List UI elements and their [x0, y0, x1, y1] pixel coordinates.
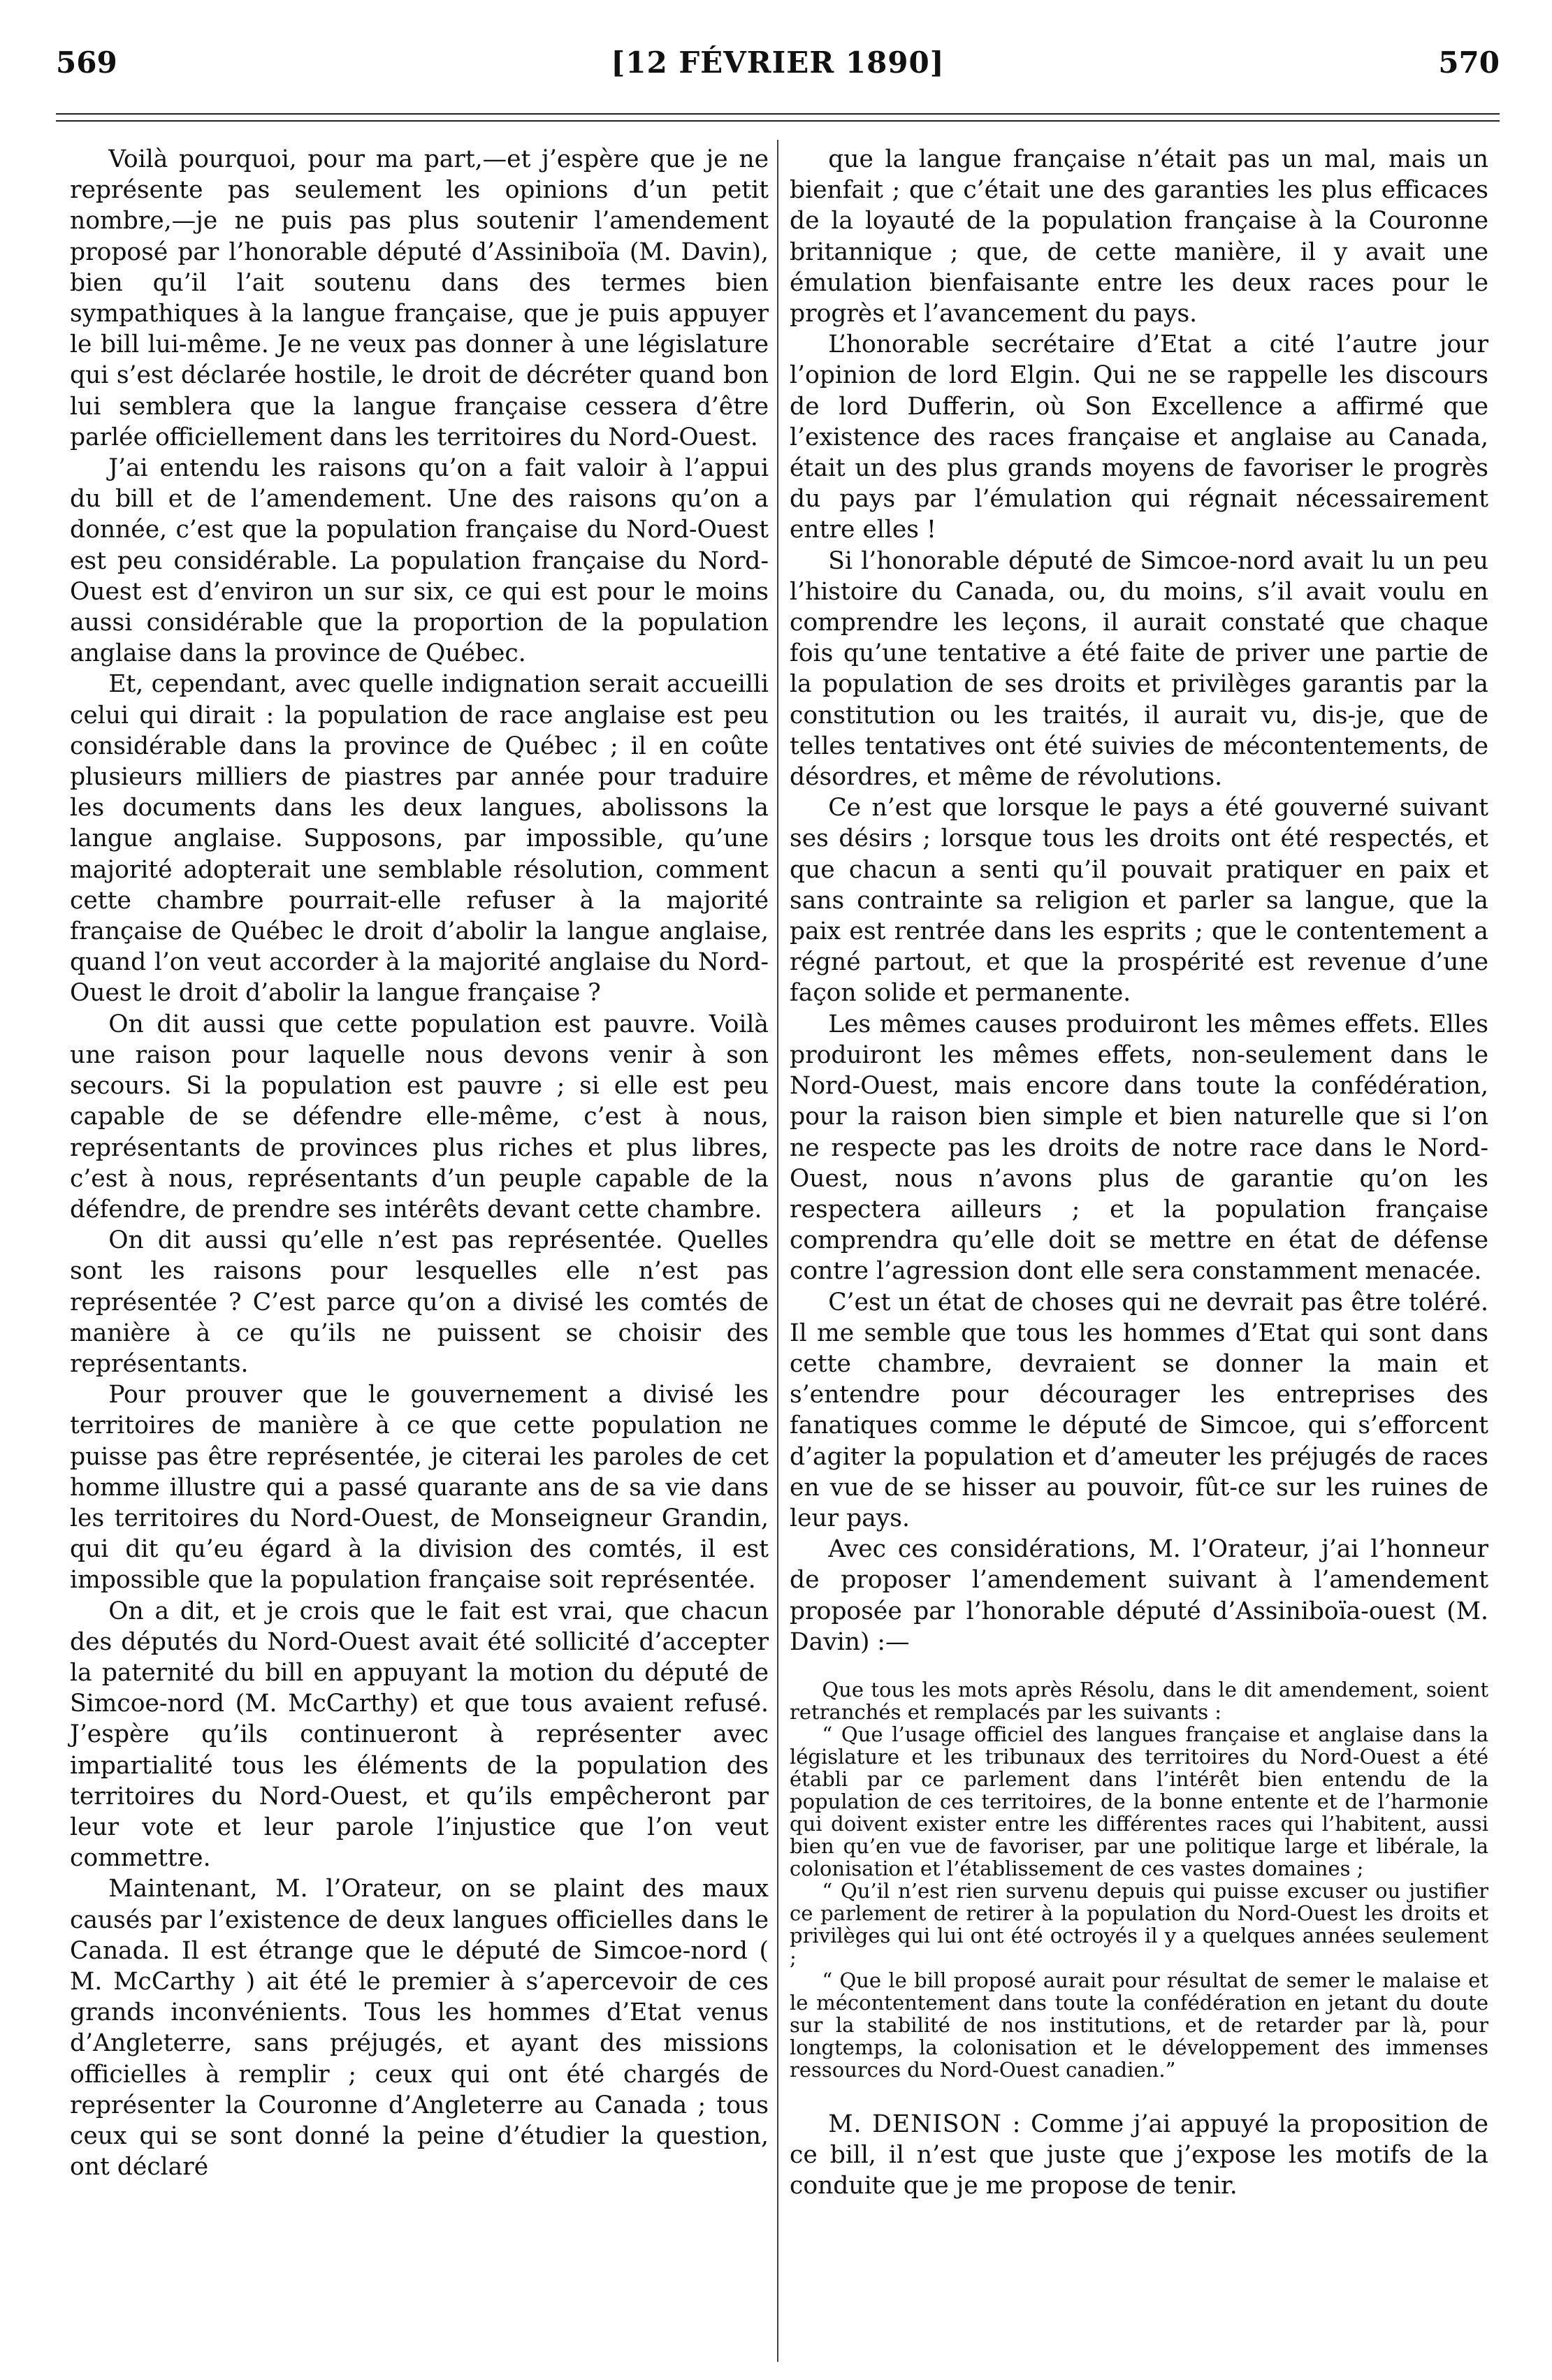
paragraph: On a dit, et je crois que le fait est vrai, que chacun des députés du Nord-Ouest avait été sollicité d’accepter la paternité du bill en appuyant la motion du député de Simcoe-nord (M. McCarthy) et que tous avaient refusé. J’espère qu’ils continueront à représenter avec impartialité tous les éléments de la population des territoires du Nord-Ouest, et qu’ils empêcheront par leur vote et leur parole l’injustice que l’on veut commettre. — [70, 1597, 769, 1873]
amendment-quote — [790, 1678, 1488, 2081]
paragraph: que la langue française n’était pas un mal, mais un bienfait ; que c’était une des garanties les plus efficaces de la loyauté de la population française à la Couronne britannique ; que, de cette manière, il y avait une émulation bienfaisante entre les deux races pour le progrès et l’avancement du pays. — [790, 145, 1488, 328]
header-rule-top — [56, 113, 1500, 115]
quote-paragraph: “ Qu’il n’est rien survenu depuis qui puisse excuser ou justifier ce parlement de retirer à la population du Nord-Ouest les droits et privilèges qui lui ont été octroyés il y a quelques années seulement ; — [790, 1878, 1488, 1970]
right-column — [790, 144, 1488, 2202]
left-column — [70, 144, 769, 2182]
running-title: [12 FÉVRIER 1890] — [611, 45, 945, 80]
quote-paragraph: “ Que l’usage officiel des langues française et anglaise dans la législature et les tribunaux des territoires du Nord-Ouest a été établi par ce parlement dans l’intérêt bien entendu de la population de ces territoires, de la bonne entente et de l’harmonie qui doivent exister entre les différentes races qui l’habitent, aussi bien qu’en vue de favoriser, par une politique large et libérale, la colonisation et l’établissement de ces vastes domaines ; — [790, 1722, 1488, 1880]
paragraph: Pour prouver que le gouvernement a divisé les territoires de manière à ce que cette population ne puisse pas être représentée, je citerai les paroles de cet homme illustre qui a passé quarante ans de sa vie dans les territoires du Nord-Ouest, de Monseigneur Grandin, qui dit qu’eu égard à la division des comtés, il est impossible que la population française soit représentée. — [70, 1381, 769, 1595]
paragraph: Avec ces considérations, M. l’Orateur, j’ai l’honneur de proposer l’amendement suivant à l’amendement proposée par l’honorable député d’Assiniboïa-ouest (M. Davin) :— — [790, 1535, 1488, 1656]
paragraph: L’honorable secrétaire d’Etat a cité l’autre jour l’opinion de lord Elgin. Qui ne se rappelle les discours de lord Dufferin, où Son Excellence a affirmé que l’existence des races française et anglaise au Canada, était un des plus grands moyens de favoriser le progrès du pays par l’émulation qui régnait nécessairement entre elles ! — [790, 331, 1488, 544]
paragraph: Voilà pourquoi, pour ma part,—et j’espère que je ne représente pas seulement les opinions d’un petit nombre,—je ne puis pas plus soutenir l’amendement proposé par l’honorable député d’Assiniboïa (M. Davin), bien qu’il l’ait soutenu dans des termes bien sympathiques à la langue française, que je puis appuyer le bill lui-même. Je ne veux pas donner à une législature qui s’est déclarée hostile, le droit de décréter quand bon lui semblera que la langue française cessera d’être parlée officiellement dans les territoires du Nord-Ouest. — [70, 145, 769, 451]
paragraph: Maintenant, M. l’Orateur, on se plaint des maux causés par l’existence de deux langues officielles dans le Canada. Il est étrange que le député de Simcoe-nord ( M. McCarthy ) ait été le premier à s’apercevoir de ces grands inconvénients. Tous les hommes d’Etat venus d’Angleterre, sans préjugés, et ayant des missions officielles à remplir ; ceux qui ont été chargés de représenter la Couronne d’Angleterre au Canada ; tous ceux qui se sont donné la peine d’étudier la question, ont déclaré — [70, 1875, 769, 2182]
paragraph: On dit aussi qu’elle n’est pas représentée. Quelles sont les raisons pour lesquelles elle n’est pas représentée ? C’est parce qu’on a divisé les comtés de manière à ce qu’ils ne puissent se choisir des représentants. — [70, 1226, 769, 1378]
paragraph: Et, cependant, avec quelle indignation serait accueilli celui qui dirait : la population de race anglaise est peu considérable dans la province de Québec ; il en coûte plusieurs milliers de piastres par année pour traduire les documents dans les deux langues, abolissons la langue anglaise. Supposons, par impossible, qu’une majorité adopterait une semblable résolution, comment cette chambre pourrait-elle refuser à la majorité française de Québec le droit d’abolir la langue anglaise, quand l’on veut accorder à la majorité anglaise du Nord-Ouest le droit d’abolir la langue française ? — [70, 670, 769, 1008]
page-number-right: 570 — [1438, 45, 1500, 80]
paragraph: Si l’honorable député de Simcoe-nord avait lu un peu l’histoire du Canada, ou, du moins, s’il avait voulu en comprendre les leçons, il aurait constaté que chaque fois qu’une tentative a été faite de priver une partie de la population de ses droits et privilèges garantis par la constitution ou les traités, il aurait vu, dis-je, que de telles tentatives ont été suivies de mécontentements, de désordres, et même de révolutions. — [790, 546, 1488, 792]
page-number-left: 569 — [56, 45, 117, 80]
paragraph: On dit aussi que cette population est pauvre. Voilà une raison pour laquelle nous devons venir à son secours. Si la population est pauvre ; si elle est peu capable de se défendre elle-même, c’est à nous, représentants de provinces plus riches et plus libres, c’est à nous, représentants d’un peuple capable de la défendre, de prendre ses intérêts devant cette chambre. — [70, 1010, 769, 1224]
page-header — [56, 43, 1500, 85]
speech-text: Comme j’ai appuyé la proposition de ce bill, il n’est que juste que j’expose les motifs de la conduite que je me propose de tenir. — [790, 2110, 1489, 2200]
quote-paragraph: “ Que le bill proposé aurait pour résultat de semer le malaise et le mécontentement dans toute la confédération en jetant du doute sur la stabilité de nos institutions, et de retarder par là, pour longtemps, la colonisation et le développement des immenses ressources du Nord-Ouest canadien.” — [790, 1968, 1488, 2082]
paragraph: Les mêmes causes produiront les mêmes effets. Elles produiront les mêmes effets, non-seulement dans le Nord-Ouest, mais encore dans toute la confédération, pour la raison bien simple et bien naturelle que si l’on ne respecte pas les droits de notre race dans le Nord-Ouest, nous n’avons plus de garantie qu’on les respectera ailleurs ; et la population française comprendra qu’elle doit se mettre en état de défense contre l’agression dont elle sera constamment menacée. — [790, 1010, 1488, 1286]
header-rule-bottom — [56, 120, 1500, 122]
speech-paragraph — [790, 2109, 1488, 2202]
speaker-name: M. DENISON : — [828, 2110, 1022, 2138]
column-divider — [777, 140, 778, 2362]
paragraph: J’ai entendu les raisons qu’on a fait valoir à l’appui du bill et de l’amendement. Une des raisons qu’on a donnée, c’est que la population française du Nord-Ouest est peu considérable. La population française du Nord-Ouest est d’environ un sur six, ce qui est pour le moins aussi considérable que la proportion de la population anglaise dans la province de Québec. — [70, 454, 769, 668]
paragraph: Ce n’est que lorsque le pays a été gouverné suivant ses désirs ; lorsque tous les droits ont été respectés, et que chacun a senti qu’il pouvait pratiquer en paix et sans contrainte sa religion et parler sa langue, que la paix est rentrée dans les esprits ; que le contentement a régné partout, et que la prospérité est revenue d’une façon solide et permanente. — [790, 794, 1488, 1008]
quote-paragraph: Que tous les mots après Résolu, dans le dit amendement, soient retranchés et remplacés par les suivants : — [790, 1677, 1488, 1724]
paragraph: C’est un état de choses qui ne devrait pas être toléré. Il me semble que tous les hommes d’Etat qui sont dans cette chambre, devraient se donner la main et s’entendre pour décourager les entreprises des fanatiques comme le député de Simcoe, qui s’efforcent d’agiter la population et d’ameuter les préjugés de races en vue de se hisser au pouvoir, fût-ce sur les ruines de leur pays. — [790, 1288, 1488, 1532]
